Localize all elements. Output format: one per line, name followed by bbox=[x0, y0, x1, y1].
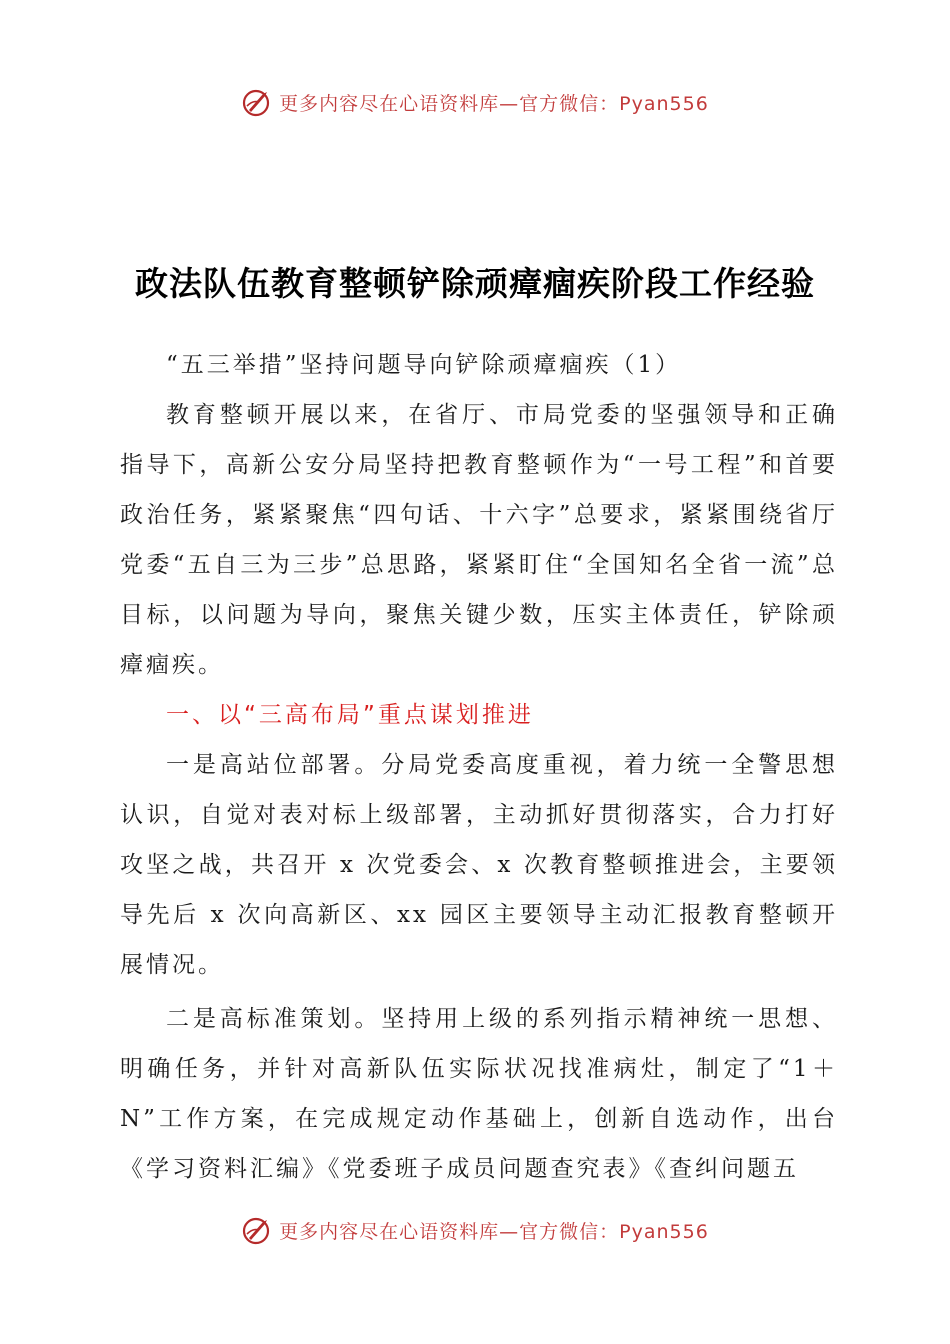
intro-paragraph: 教育整顿开展以来，在省厅、市局党委的坚强领导和正确指导下，高新公安分局坚持把教育整顿作为“一号工程”和首要政治任务，紧紧聚焦“四句话、十六字”总要求，紧紧围绕省厅党委“五自三为三步”总思路，紧紧盯住“全国知名全省一流”总目标，以问题为导向，聚焦关键少数，压实主体责任，铲除顽瘴痼疾。 bbox=[120, 402, 838, 678]
watermark-footer bbox=[0, 1210, 950, 1250]
section-heading: 一、以“三高布局”重点谋划推进 bbox=[166, 702, 534, 728]
pen-logo-icon bbox=[241, 86, 273, 118]
watermark-header bbox=[0, 82, 950, 122]
body-paragraph: 一是高站位部署。分局党委高度重视，着力统一全警思想认识，自觉对表对标上级部署，主动抓好贯彻落实，合力打好攻坚之战，共召开 x 次党委会、x 次教育整顿推进会，主要领导先后 x 次向高新区、xx 园区主要领导主动汇报教育整顿开展情况。 bbox=[120, 752, 838, 978]
document-title: 政法队伍教育整顿铲除顽瘴痼疾阶段工作经验 bbox=[135, 264, 815, 303]
document-subtitle: “五三举措”坚持问题导向铲除顽瘴痼疾（1） bbox=[166, 352, 682, 378]
pen-logo-icon bbox=[241, 1214, 273, 1246]
document-body bbox=[120, 340, 838, 1194]
body-paragraph: 二是高标准策划。坚持用上级的系列指示精神统一思想、明确任务，并针对高新队伍实际状况找准病灶，制定了“1＋N”工作方案，在完成规定动作基础上，创新自选动作，出台《学习资料汇编》《党委班子成员问题查究表》《查纠问题五 bbox=[120, 1006, 838, 1182]
watermark-text: 更多内容尽在心语资料库—官方微信：Pyan556 bbox=[279, 92, 709, 115]
watermark-text: 更多内容尽在心语资料库—官方微信：Pyan556 bbox=[279, 1220, 709, 1243]
